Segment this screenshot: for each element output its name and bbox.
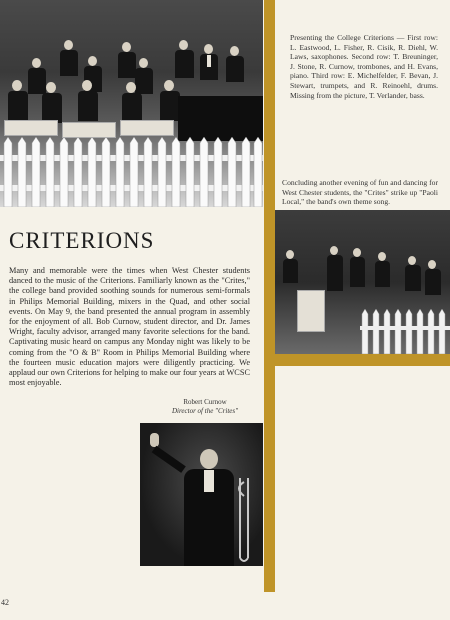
trombone-icon <box>232 478 258 564</box>
director-caption <box>150 398 260 415</box>
gold-horizontal-bar <box>275 354 450 366</box>
dance-photo-caption: Concluding another evening of fun and dancing for West Chester students, the "Crites" strike up "Paoli Local," the band's own theme song. <box>282 178 438 207</box>
director-role: Director of the "Crites" <box>171 406 239 415</box>
director-name: Robert Curnow <box>183 398 227 406</box>
band-photo <box>0 0 263 207</box>
band-photo-caption: Presenting the College Criterions — First row: L. Eastwood, L. Fisher, R. Cisik, R. Diehl, W. Laws, saxophones. Second row: T. Breuninger, J. Stone, R. Curnow, trombones, and H. Evans, piano. Third row: E. Michelfelder, F. Bevan, J. Stewart, trumpets, and R. Reinoehl, drums. Missing from the picture, T. Verlander, bass. <box>290 33 438 100</box>
dance-photo <box>275 210 450 354</box>
page-title: CRITERIONS <box>9 228 155 253</box>
picket-fence <box>0 133 263 207</box>
picket-fence <box>360 306 450 354</box>
director-photo <box>140 423 263 566</box>
gold-divider-bar <box>264 0 275 592</box>
article-body: Many and memorable were the times when West Chester students danced to the music of the Criterions. Familiarly known as the "Crites," the college band provided soothing sounds for numerous semi-formals in Philips Memorial Building, mixers in the Quad, and other social events. On May 9, the band presented the annual program in assembly for the enjoyment of all. Bob Curnow, student director, and Dr. James Wright, faculty advisor, arranged many favorite selections for the band. Captivating music heard on campus any Monday night was likely to be coming from the "O & B" Room in Philips Memorial Building where the fourteen music education majors were diligently practicing. We applaud our own Criterions for helping to make our four years at WCSC most enjoyable. <box>9 266 250 388</box>
page-number: 42 <box>1 598 9 607</box>
